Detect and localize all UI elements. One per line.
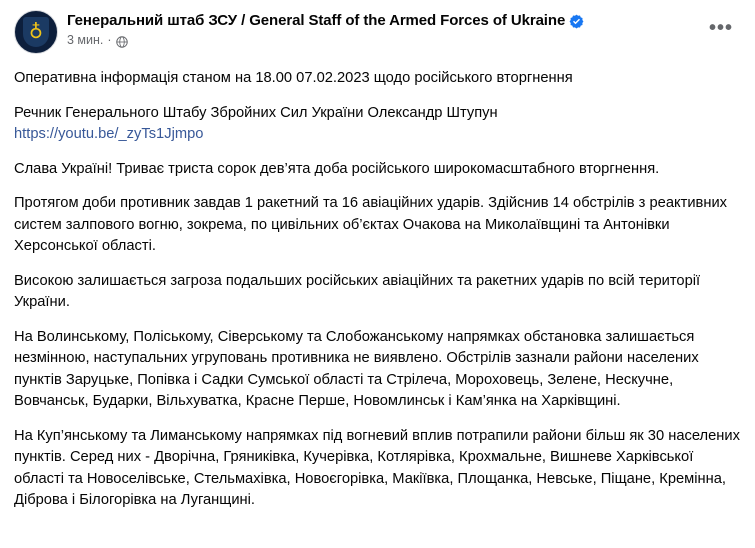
meta-separator: · (107, 33, 112, 47)
trident-glyph: ♁ (29, 20, 43, 43)
verified-badge-icon (569, 14, 584, 29)
avatar[interactable] (14, 10, 58, 54)
page-name-row (67, 11, 584, 30)
post-paragraph: На Куп’янському та Лиманському напрямках під вогневий вплив потрапили райони більш як 30 населених пунктів. Серед них - Дворічна, Гряниківка, Кучерівка, Котлярівка, Крохмальне, Вишневе Харківської області та Новоселівське, Стельмахівка, Новоєгорівка, Макіївка, Площанка, Невське, Піщане, Кремінна, Діброва і Білогорівка на Луганщині. (14, 427, 740, 508)
post-body (14, 68, 741, 512)
post-paragraph-link (14, 124, 741, 146)
post-paragraph: Високою залишається загроза подальших російських авіаційних та ракетних ударів по всій території України. (14, 272, 701, 310)
post-header-text (67, 10, 584, 47)
post-paragraph (14, 103, 741, 125)
post-paragraph: Оперативна інформація станом на 18.00 07.02.2023 щодо російського вторгнення (14, 70, 573, 86)
globe-icon[interactable] (116, 36, 128, 48)
page-name[interactable]: Генеральний штаб ЗСУ / General Staff of the Armed Forces of Ukraine (67, 12, 566, 29)
youtube-link[interactable]: https://youtu.be/_zyTs1Jjmpo (14, 126, 204, 142)
post-timestamp[interactable]: 3 мин. (67, 33, 104, 47)
post-header (14, 10, 741, 58)
post-meta (67, 33, 584, 47)
military-emblem-icon (23, 17, 49, 47)
spokesperson-line: Речник Генерального Штабу Збройних Сил України Олександр Штупун (14, 104, 498, 121)
post-paragraph: Слава Україні! Триває триста сорок дев’ята доба російського широкомасштабного вторгнення. (14, 160, 660, 177)
post-paragraph: Протягом доби противник завдав 1 ракетний та 16 авіаційних ударів. Здійснив 14 обстрілів з реактивних систем залпового вогню, зокрема, по цивільних об’єктах Очакова на Миколаївщині та Антонівки Херсонської області. (14, 195, 727, 254)
post-options-menu-icon[interactable]: ••• (708, 17, 733, 39)
post-paragraph: На Волинському, Поліському, Сіверському та Слобожанському напрямках обстановка залишається незмінною, наступальних угруповань противника не виявлено. Обстрілів зазнали райони населених пунктів Заруцьке, Попівка і Садки Сумської області та Стрілеча, Мороховець, Зелене, Нескучне, Вовчанськ, Бударки, Вільхуватка, Красне Перше, Новомлинськ і Кам’янка на Харківщині. (14, 328, 699, 409)
